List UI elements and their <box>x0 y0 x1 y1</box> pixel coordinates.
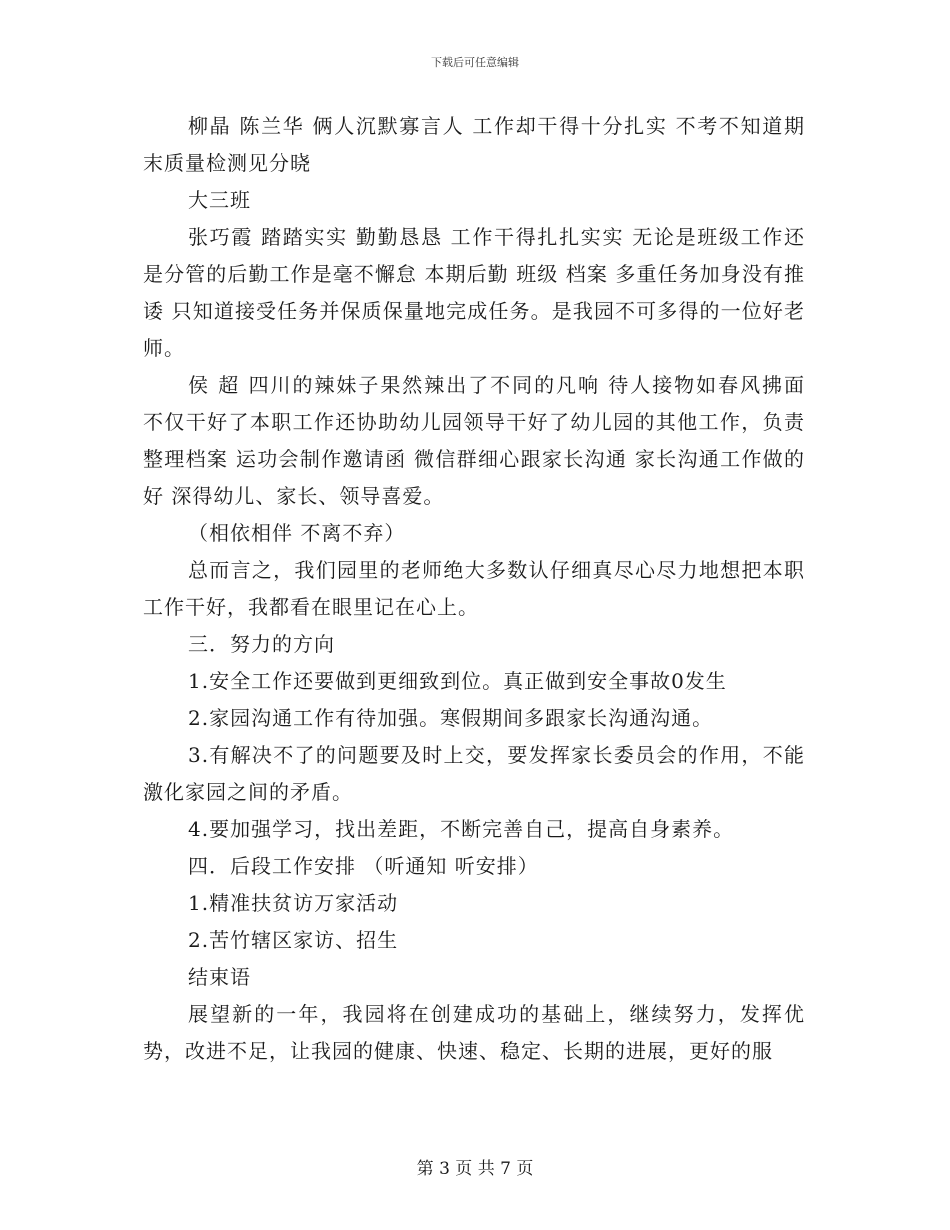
page-number-footer: 第 3 页 共 7 页 <box>416 1159 534 1179</box>
section-heading-arrangement: 四．后段工作安排 （听通知 听安排） <box>188 854 539 878</box>
list-item-direction-2: 2.家园沟通工作有待加强。寒假期间多跟家长沟通沟通。 <box>188 706 714 730</box>
section-heading-conclusion: 结束语 <box>188 965 251 989</box>
list-item-direction-1: 1.安全工作还要做到更细致到位。真正做到安全事故0发生 <box>188 669 727 693</box>
paragraph-liu-chen: 柳晶 陈兰华 俩人沉默寡言人 工作却干得十分扎实 不考不知道期末质量检测见分晓 <box>143 114 805 175</box>
list-item-direction-3: 3.有解决不了的问题要及时上交，要发挥家长委员会的作用，不能激化家园之间的矛盾。 <box>143 743 805 804</box>
paragraph-conclusion: 展望新的一年，我园将在创建成功的基础上，继续努力，发挥优势，改进不足，让我园的健康、快速、稳定、长期的进展，更好的服 <box>143 1002 805 1063</box>
paragraph-zhang: 张巧霞 踏踏实实 勤勤恳恳 工作干得扎扎实实 无论是班级工作还是分管的后勤工作是毫不懈怠 本期后勤 班级 档案 多重任务加身没有推诿 只知道接受任务并保质保量地完成任务。是我园不可多得的一位好老师。 <box>143 225 805 360</box>
paragraph-motto: （相依相伴 不离不弃） <box>188 521 406 545</box>
list-item-arrangement-1: 1.精准扶贫访万家活动 <box>188 891 399 915</box>
page-header-note: 下载后可任意编辑 <box>431 56 519 69</box>
document-body <box>143 108 805 1070</box>
list-item-direction-4: 4.要加强学习，找出差距，不断完善自己，提高自身素养。 <box>188 817 735 841</box>
paragraph-hou: 侯 超 四川的辣妹子果然辣出了不同的凡响 待人接物如春风拂面 不仅干好了本职工作还协助幼儿园领导干好了幼儿园的其他工作，负责整理档案 运功会制作邀请函 微信群细心跟家长沟通 家长沟通工作做的好 深得幼儿、家长、领导喜爱。 <box>143 373 805 508</box>
paragraph-summary: 总而言之，我们园里的老师绝大多数认仔细真尽心尽力地想把本职工作干好，我都看在眼里记在心上。 <box>143 558 805 619</box>
section-heading-direction: 三．努力的方向 <box>188 632 335 656</box>
list-item-arrangement-2: 2.苦竹辖区家访、招生 <box>188 928 399 952</box>
section-label-da-san-ban: 大三班 <box>188 188 251 212</box>
